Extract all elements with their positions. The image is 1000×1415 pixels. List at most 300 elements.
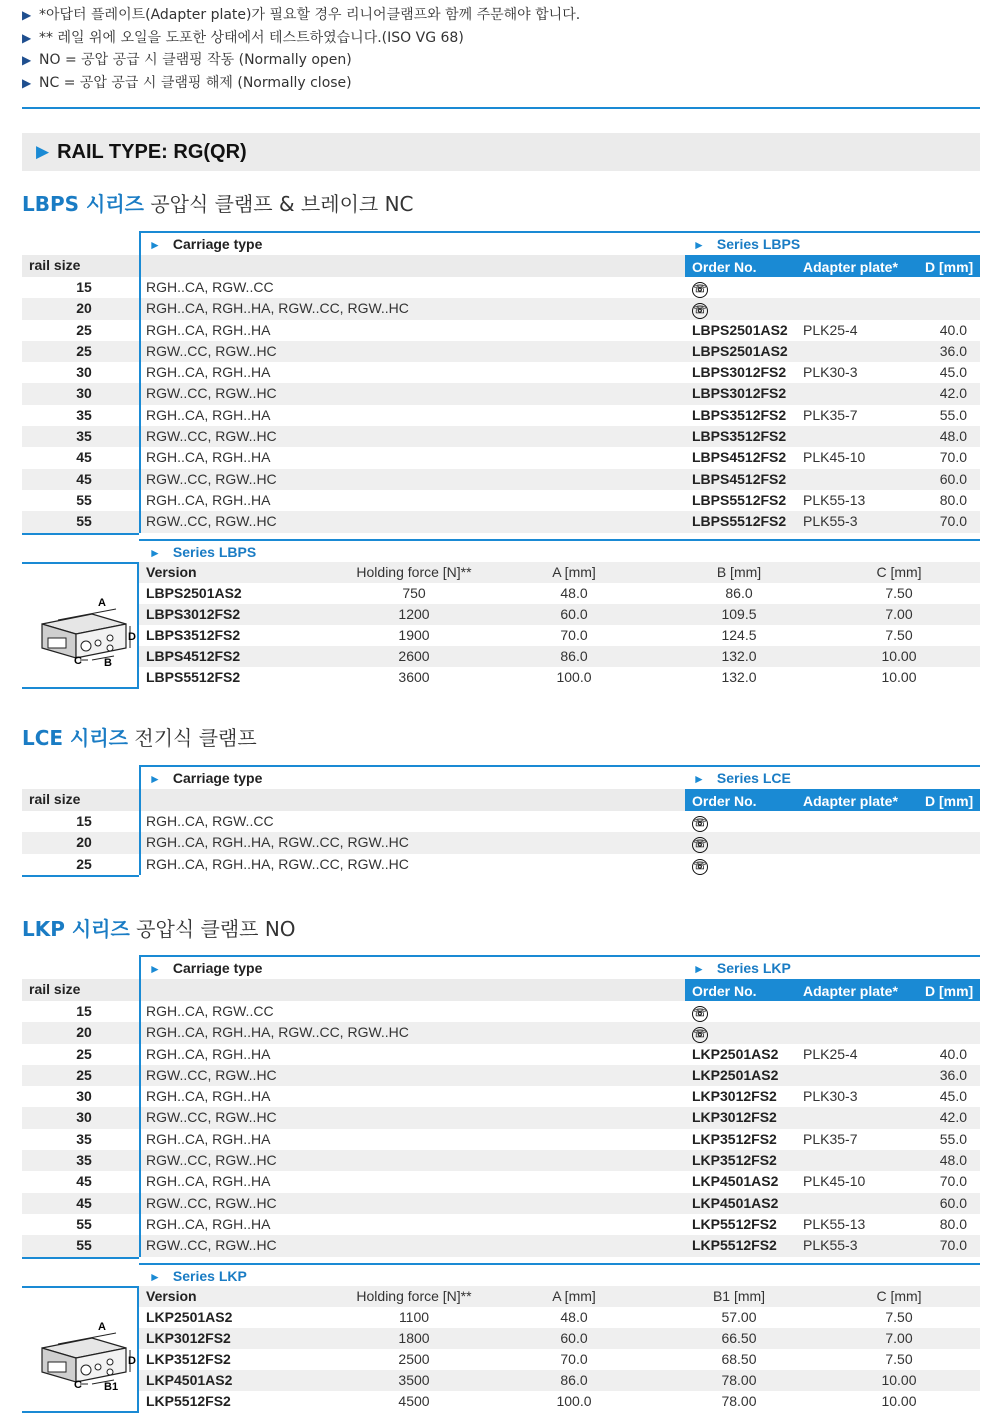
column-header-row [22, 979, 980, 1001]
table-row [22, 811, 980, 832]
d-mm-cell: 45.0 [939, 364, 967, 381]
table-row [22, 511, 980, 532]
order-no-cell: LKP3512FS2 [692, 1152, 777, 1169]
order-no-cell: LBPS4512FS2 [692, 449, 787, 466]
d-mm-cell: 55.0 [939, 1130, 967, 1147]
table-row [22, 1022, 980, 1043]
adapter-plate-cell: PLK55-3 [803, 1237, 858, 1254]
order-no-cell: LBPS3512FS2 [692, 428, 787, 445]
note-item [22, 49, 580, 72]
order-no-cell [692, 1024, 708, 1043]
diagram-box [22, 562, 139, 689]
b-mm-cell: 78.00 [721, 1393, 757, 1409]
a-mm-cell: 60.0 [560, 606, 588, 622]
version-cell: LBPS3012FS2 [146, 606, 241, 622]
table-row [22, 1086, 980, 1107]
bullet-triangle-icon: ▶ [22, 30, 32, 45]
table-row [22, 362, 980, 383]
d-mm-cell: 55.0 [939, 406, 967, 423]
d-mm-cell: 42.0 [939, 385, 967, 402]
b-mm-cell: 66.50 [721, 1330, 757, 1346]
carriage-type-cell: RGH..CA, RGH..HA, RGW..CC, RGW..HC [146, 855, 409, 872]
order-no-header: Order No. [692, 983, 757, 999]
c-mm-cell: 10.00 [881, 648, 917, 664]
b-mm-cell: 68.50 [721, 1351, 757, 1367]
version-cell: LBPS2501AS2 [146, 585, 242, 601]
order-no-cell: LKP5512FS2 [692, 1215, 777, 1232]
dimension-label-a: A [98, 597, 106, 609]
rail-size-cell: 25 [76, 1045, 92, 1062]
lkp-section-title: LKP 시리즈 공압식 클램프 NO [22, 917, 296, 941]
table-row [22, 298, 980, 319]
order-no-cell: LBPS5512FS2 [692, 491, 787, 508]
column-header-row [22, 255, 980, 277]
diagram-box [22, 1286, 139, 1413]
carriage-type-cell: RGH..CA, RGH..HA, RGW..CC, RGW..HC [146, 834, 409, 851]
table-divider [139, 231, 141, 533]
column-header-row [22, 789, 980, 811]
table-row [22, 1065, 980, 1086]
table-row [22, 854, 980, 875]
order-header-box [685, 255, 980, 277]
rail-size-cell: 25 [76, 342, 92, 359]
order-no-cell: LKP3012FS2 [692, 1109, 777, 1126]
order-no-cell [692, 279, 708, 298]
note-text: NO = 공압 공급 시 클램핑 작동 (Normally open) [39, 52, 352, 68]
table-row [22, 1107, 980, 1128]
clamp-dimension-diagram [28, 576, 136, 669]
carriage-type-cell: RGH..CA, RGH..HA [146, 321, 271, 338]
carriage-type-label: Carriage type [172, 236, 263, 252]
dimension-label-b: B [104, 657, 112, 669]
table-bottom-line [22, 1257, 139, 1259]
rail-size-cell: 25 [76, 855, 92, 872]
table-divider [139, 955, 141, 1257]
c-mm-cell: 10.00 [881, 1393, 917, 1409]
b-mm-cell: 78.00 [721, 1372, 757, 1388]
order-no-cell [692, 834, 708, 853]
order-no-cell: LKP4501AS2 [692, 1194, 779, 1211]
d-mm-header: D [mm] [925, 793, 974, 809]
rail-size-cell: 45 [76, 449, 92, 466]
dimension-label-c: C [74, 1379, 82, 1391]
rail-size-cell: 25 [76, 1066, 92, 1083]
carriage-type-cell: RGW..CC, RGW..HC [146, 1066, 277, 1083]
triangle-icon: ► [693, 238, 705, 252]
rail-size-header: rail size [29, 981, 81, 997]
table-bottom-line [22, 875, 139, 877]
carriage-type-cell: RGW..CC, RGW..HC [146, 1237, 277, 1254]
version-cell: LKP3012FS2 [146, 1330, 231, 1346]
table-row [22, 832, 980, 853]
a-mm-cell: 86.0 [560, 648, 588, 664]
rail-size-cell: 20 [76, 834, 92, 851]
dimension-label-c: C [74, 655, 82, 667]
d-mm-cell: 40.0 [939, 1045, 967, 1062]
order-no-cell: LBPS4512FS2 [692, 470, 787, 487]
phone-icon: ☏ [692, 1027, 708, 1043]
carriage-type-cell: RGH..CA, RGW..CC [146, 279, 274, 295]
order-header-box [685, 979, 980, 1001]
note-text: *아답터 플레이트(Adapter plate)가 필요할 경우 리니어클램프와 함께 주문해야 합니다. [39, 7, 581, 23]
table-row [22, 341, 980, 362]
rail-size-cell: 30 [76, 1109, 92, 1126]
table-bottom-line [22, 533, 139, 535]
bullet-triangle-icon: ▶ [22, 53, 32, 67]
table-row [22, 1129, 980, 1150]
b-mm-cell: 132.0 [721, 669, 757, 685]
c-mm-cell: 7.50 [885, 1351, 913, 1367]
carriage-type-cell: RGW..CC, RGW..HC [146, 470, 277, 487]
triangle-icon: ► [149, 1270, 161, 1284]
b-mm-header: B1 [mm] [712, 1288, 766, 1304]
spec-row [139, 604, 980, 625]
spec-row [139, 1391, 980, 1412]
carriage-type-label: Carriage type [172, 770, 263, 786]
adapter-plate-cell: PLK55-13 [803, 1215, 866, 1232]
adapter-plate-cell: PLK30-3 [803, 364, 858, 381]
order-no-cell: LKP2501AS2 [692, 1045, 779, 1062]
d-mm-cell: 36.0 [939, 342, 967, 359]
triangle-icon: ► [149, 546, 161, 560]
table-row [22, 1150, 980, 1171]
notes-list [22, 4, 580, 94]
holding-force-cell: 4500 [398, 1393, 430, 1409]
lbps-spec-table [22, 539, 980, 689]
series-label: Series LBPS [716, 236, 801, 252]
order-no-cell: LBPS2501AS2 [692, 342, 788, 359]
rail-size-cell: 30 [76, 1088, 92, 1105]
note-item [22, 4, 580, 27]
carriage-type-cell: RGW..CC, RGW..HC [146, 1152, 277, 1169]
carriage-type-cell: RGH..CA, RGH..HA, RGW..CC, RGW..HC [146, 1024, 409, 1041]
adapter-plate-cell: PLK35-7 [803, 406, 858, 423]
dimension-label-a: A [98, 1321, 106, 1333]
c-mm-header: C [mm] [876, 1288, 922, 1304]
table-row [22, 1193, 980, 1214]
carriage-type-cell: RGH..CA, RGW..CC [146, 1003, 274, 1019]
c-mm-cell: 7.00 [885, 606, 913, 622]
spec-row [139, 1349, 980, 1370]
order-no-cell: LKP4501AS2 [692, 1173, 779, 1190]
carriage-type-cell: RGH..CA, RGW..CC [146, 813, 274, 829]
adapter-plate-cell: PLK30-3 [803, 1088, 858, 1105]
carriage-type-cell: RGH..CA, RGH..HA, RGW..CC, RGW..HC [146, 300, 409, 317]
rail-size-cell: 45 [76, 1194, 92, 1211]
triangle-icon: ► [149, 238, 161, 252]
order-no-header: Order No. [692, 793, 757, 809]
d-mm-cell: 60.0 [939, 470, 967, 487]
rail-size-cell: 35 [76, 1130, 92, 1147]
d-mm-cell: 60.0 [939, 1194, 967, 1211]
d-mm-cell: 48.0 [939, 1152, 967, 1169]
carriage-type-cell: RGW..CC, RGW..HC [146, 428, 277, 445]
holding-force-cell: 1200 [398, 606, 430, 622]
b-mm-header: B [mm] [716, 564, 762, 580]
order-no-cell [692, 856, 708, 875]
dimension-label-d: D [128, 1355, 136, 1367]
d-mm-header: D [mm] [925, 259, 974, 275]
order-no-cell: LKP2501AS2 [692, 1066, 779, 1083]
rail-size-cell: 25 [76, 321, 92, 338]
spec-row [139, 583, 980, 604]
triangle-icon: ► [693, 962, 705, 976]
version-header: Version [146, 1288, 197, 1304]
table-body [22, 1001, 980, 1257]
spec-row [139, 667, 980, 688]
c-mm-cell: 7.00 [885, 1330, 913, 1346]
order-no-cell: LBPS3512FS2 [692, 406, 787, 423]
table-row [22, 469, 980, 490]
adapter-plate-header: Adapter plate* [803, 983, 898, 999]
bullet-triangle-icon: ▶ [22, 8, 32, 22]
a-mm-cell: 70.0 [560, 1351, 588, 1367]
carriage-type-cell: RGW..CC, RGW..HC [146, 1109, 277, 1126]
a-mm-cell: 48.0 [560, 1309, 588, 1325]
version-cell: LKP2501AS2 [146, 1309, 233, 1325]
phone-icon: ☏ [692, 816, 708, 832]
rail-size-cell: 35 [76, 428, 92, 445]
table-row [22, 277, 980, 298]
series-header [693, 960, 791, 976]
d-mm-cell: 40.0 [939, 321, 967, 338]
rail-size-cell: 45 [76, 470, 92, 487]
b-mm-cell: 124.5 [721, 627, 757, 643]
version-cell: LBPS5512FS2 [146, 669, 241, 685]
bullet-triangle-icon: ▶ [22, 75, 32, 90]
table-row [22, 1171, 980, 1192]
lkp-spec-table [22, 1263, 980, 1413]
triangle-icon: ► [149, 962, 161, 976]
carriage-type-header [149, 236, 262, 252]
a-mm-cell: 100.0 [556, 669, 592, 685]
version-cell: LKP4501AS2 [146, 1372, 233, 1388]
spec-column-header-row [139, 562, 980, 583]
order-no-cell [692, 1003, 708, 1022]
order-no-header: Order No. [692, 259, 757, 275]
holding-force-cell: 2600 [398, 648, 430, 664]
a-mm-cell: 60.0 [560, 1330, 588, 1346]
rail-size-cell: 30 [76, 364, 92, 381]
spec-header [139, 1263, 980, 1286]
rail-size-cell: 55 [76, 1215, 92, 1232]
b-mm-cell: 109.5 [721, 606, 757, 622]
spec-header [139, 539, 980, 562]
rail-size-cell: 20 [76, 1024, 92, 1041]
table-row [22, 1044, 980, 1065]
d-mm-cell: 45.0 [939, 1088, 967, 1105]
d-mm-cell: 70.0 [939, 1173, 967, 1190]
phone-icon: ☏ [692, 282, 708, 298]
carriage-type-cell: RGH..CA, RGH..HA [146, 1045, 271, 1062]
version-cell: LBPS4512FS2 [146, 648, 241, 664]
triangle-icon: ▶ [36, 142, 50, 162]
c-mm-cell: 10.00 [881, 1372, 917, 1388]
carriage-type-cell: RGH..CA, RGH..HA [146, 1088, 271, 1105]
carriage-type-cell: RGH..CA, RGH..HA [146, 406, 271, 423]
rail-size-cell: 35 [76, 1152, 92, 1169]
rail-size-cell: 55 [76, 1237, 92, 1254]
table-body [22, 811, 980, 875]
phone-icon: ☏ [692, 1006, 708, 1022]
spec-series-label: Series LKP [172, 1268, 247, 1284]
c-mm-header: C [mm] [876, 564, 922, 580]
table-row [22, 320, 980, 341]
carriage-type-cell: RGH..CA, RGH..HA [146, 1173, 271, 1190]
carriage-type-cell: RGH..CA, RGH..HA [146, 1130, 271, 1147]
carriage-type-header [149, 960, 262, 976]
triangle-icon: ► [693, 772, 705, 786]
rail-size-header: rail size [29, 257, 81, 273]
carriage-type-cell: RGW..CC, RGW..HC [146, 342, 277, 359]
a-mm-cell: 100.0 [556, 1393, 592, 1409]
table-row [22, 447, 980, 468]
note-item [22, 27, 580, 50]
rail-size-cell: 15 [76, 813, 92, 829]
adapter-plate-cell: PLK35-7 [803, 1130, 858, 1147]
holding-force-cell: 1800 [398, 1330, 430, 1346]
order-no-cell [692, 813, 708, 832]
version-header: Version [146, 564, 197, 580]
spec-row [139, 1328, 980, 1349]
note-text: ** 레일 위에 오일을 도포한 상태에서 테스트하였습니다.(ISO VG 68) [39, 29, 464, 46]
spec-series-label: Series LBPS [172, 544, 257, 560]
order-no-cell [692, 300, 708, 319]
table-row [22, 426, 980, 447]
adapter-plate-cell: PLK45-10 [803, 449, 866, 466]
order-no-cell: LBPS5512FS2 [692, 513, 787, 530]
order-no-cell: LKP5512FS2 [692, 1237, 777, 1254]
d-mm-cell: 80.0 [939, 1215, 967, 1232]
d-mm-cell: 70.0 [939, 513, 967, 530]
d-mm-cell: 70.0 [939, 1237, 967, 1254]
carriage-type-cell: RGW..CC, RGW..HC [146, 1194, 277, 1211]
d-mm-cell: 48.0 [939, 428, 967, 445]
rail-type-title: RAIL TYPE: RG(QR) [57, 140, 247, 163]
carriage-type-label: Carriage type [172, 960, 263, 976]
c-mm-cell: 10.00 [881, 669, 917, 685]
note-text: NC = 공압 공급 시 클램핑 해제 (Normally close) [39, 74, 352, 91]
lbps-section-title: LBPS 시리즈 공압식 클램프 & 브레이크 NC [22, 192, 414, 216]
holding-force-cell: 3500 [398, 1372, 430, 1388]
version-cell: LBPS3512FS2 [146, 627, 241, 643]
rail-size-header: rail size [29, 791, 81, 807]
a-mm-header: A [mm] [552, 564, 596, 580]
table-header [139, 765, 980, 789]
divider [22, 107, 980, 109]
carriage-type-cell: RGW..CC, RGW..HC [146, 513, 277, 530]
holding-force-cell: 2500 [398, 1351, 430, 1367]
order-no-cell: LBPS2501AS2 [692, 321, 788, 338]
c-mm-cell: 7.50 [885, 1309, 913, 1325]
order-header-box [685, 789, 980, 811]
rail-size-cell: 55 [76, 491, 92, 508]
order-no-cell: LKP3512FS2 [692, 1130, 777, 1147]
spec-column-header-row [139, 1286, 980, 1307]
series-header [693, 770, 791, 786]
carriage-type-cell: RGH..CA, RGH..HA [146, 364, 271, 381]
dimension-label-d: D [128, 631, 136, 643]
triangle-icon: ► [149, 772, 161, 786]
d-mm-header: D [mm] [925, 983, 974, 999]
clamp-dimension-diagram [28, 1300, 136, 1393]
carriage-type-header [149, 770, 262, 786]
spec-row [139, 1307, 980, 1328]
b-mm-cell: 132.0 [721, 648, 757, 664]
dimension-label-b: B1 [104, 1381, 119, 1393]
holding-force-cell: 750 [402, 585, 426, 601]
series-header [693, 236, 800, 252]
series-label: Series LCE [716, 770, 791, 786]
a-mm-cell: 86.0 [560, 1372, 588, 1388]
c-mm-cell: 7.50 [885, 627, 913, 643]
table-body [22, 277, 980, 533]
spec-series-header [149, 1268, 247, 1284]
holding-force-cell: 3600 [398, 669, 430, 685]
adapter-plate-header: Adapter plate* [803, 793, 898, 809]
table-row [22, 1001, 980, 1022]
holding-force-header: Holding force [N]** [356, 564, 472, 580]
rail-size-cell: 35 [76, 406, 92, 423]
phone-icon: ☏ [692, 837, 708, 853]
rail-size-cell: 15 [76, 1003, 92, 1019]
spec-series-header [149, 544, 256, 560]
phone-icon: ☏ [692, 859, 708, 875]
phone-icon: ☏ [692, 303, 708, 319]
note-item [22, 72, 580, 95]
table-header [139, 231, 980, 255]
table-row [22, 405, 980, 426]
order-no-cell: LBPS3012FS2 [692, 364, 787, 381]
rail-size-cell: 30 [76, 385, 92, 402]
rail-type-bar [22, 133, 980, 171]
series-label: Series LKP [716, 960, 791, 976]
adapter-plate-cell: PLK45-10 [803, 1173, 866, 1190]
a-mm-cell: 48.0 [560, 585, 588, 601]
spec-row [139, 1370, 980, 1391]
carriage-type-cell: RGH..CA, RGH..HA [146, 1215, 271, 1232]
a-mm-cell: 70.0 [560, 627, 588, 643]
rail-size-cell: 55 [76, 513, 92, 530]
holding-force-header: Holding force [N]** [356, 1288, 472, 1304]
order-no-cell: LKP3012FS2 [692, 1088, 777, 1105]
adapter-plate-cell: PLK25-4 [803, 321, 858, 338]
table-header [139, 955, 980, 979]
holding-force-cell: 1100 [398, 1309, 430, 1325]
d-mm-cell: 70.0 [939, 449, 967, 466]
table-row [22, 1214, 980, 1235]
d-mm-cell: 80.0 [939, 491, 967, 508]
table-row [22, 383, 980, 404]
adapter-plate-cell: PLK25-4 [803, 1045, 858, 1062]
version-cell: LKP3512FS2 [146, 1351, 231, 1367]
table-row [22, 1235, 980, 1256]
table-row [22, 490, 980, 511]
a-mm-header: A [mm] [552, 1288, 596, 1304]
lce-section-title: LCE 시리즈 전기식 클램프 [22, 726, 257, 750]
rail-size-cell: 45 [76, 1173, 92, 1190]
d-mm-cell: 42.0 [939, 1109, 967, 1126]
holding-force-cell: 1900 [398, 627, 430, 643]
carriage-type-cell: RGH..CA, RGH..HA [146, 491, 271, 508]
b-mm-cell: 57.00 [721, 1309, 757, 1325]
rail-size-cell: 20 [76, 300, 92, 317]
adapter-plate-cell: PLK55-13 [803, 491, 866, 508]
carriage-type-cell: RGH..CA, RGH..HA [146, 449, 271, 466]
spec-row [139, 625, 980, 646]
b-mm-cell: 86.0 [725, 585, 753, 601]
version-cell: LKP5512FS2 [146, 1393, 231, 1409]
